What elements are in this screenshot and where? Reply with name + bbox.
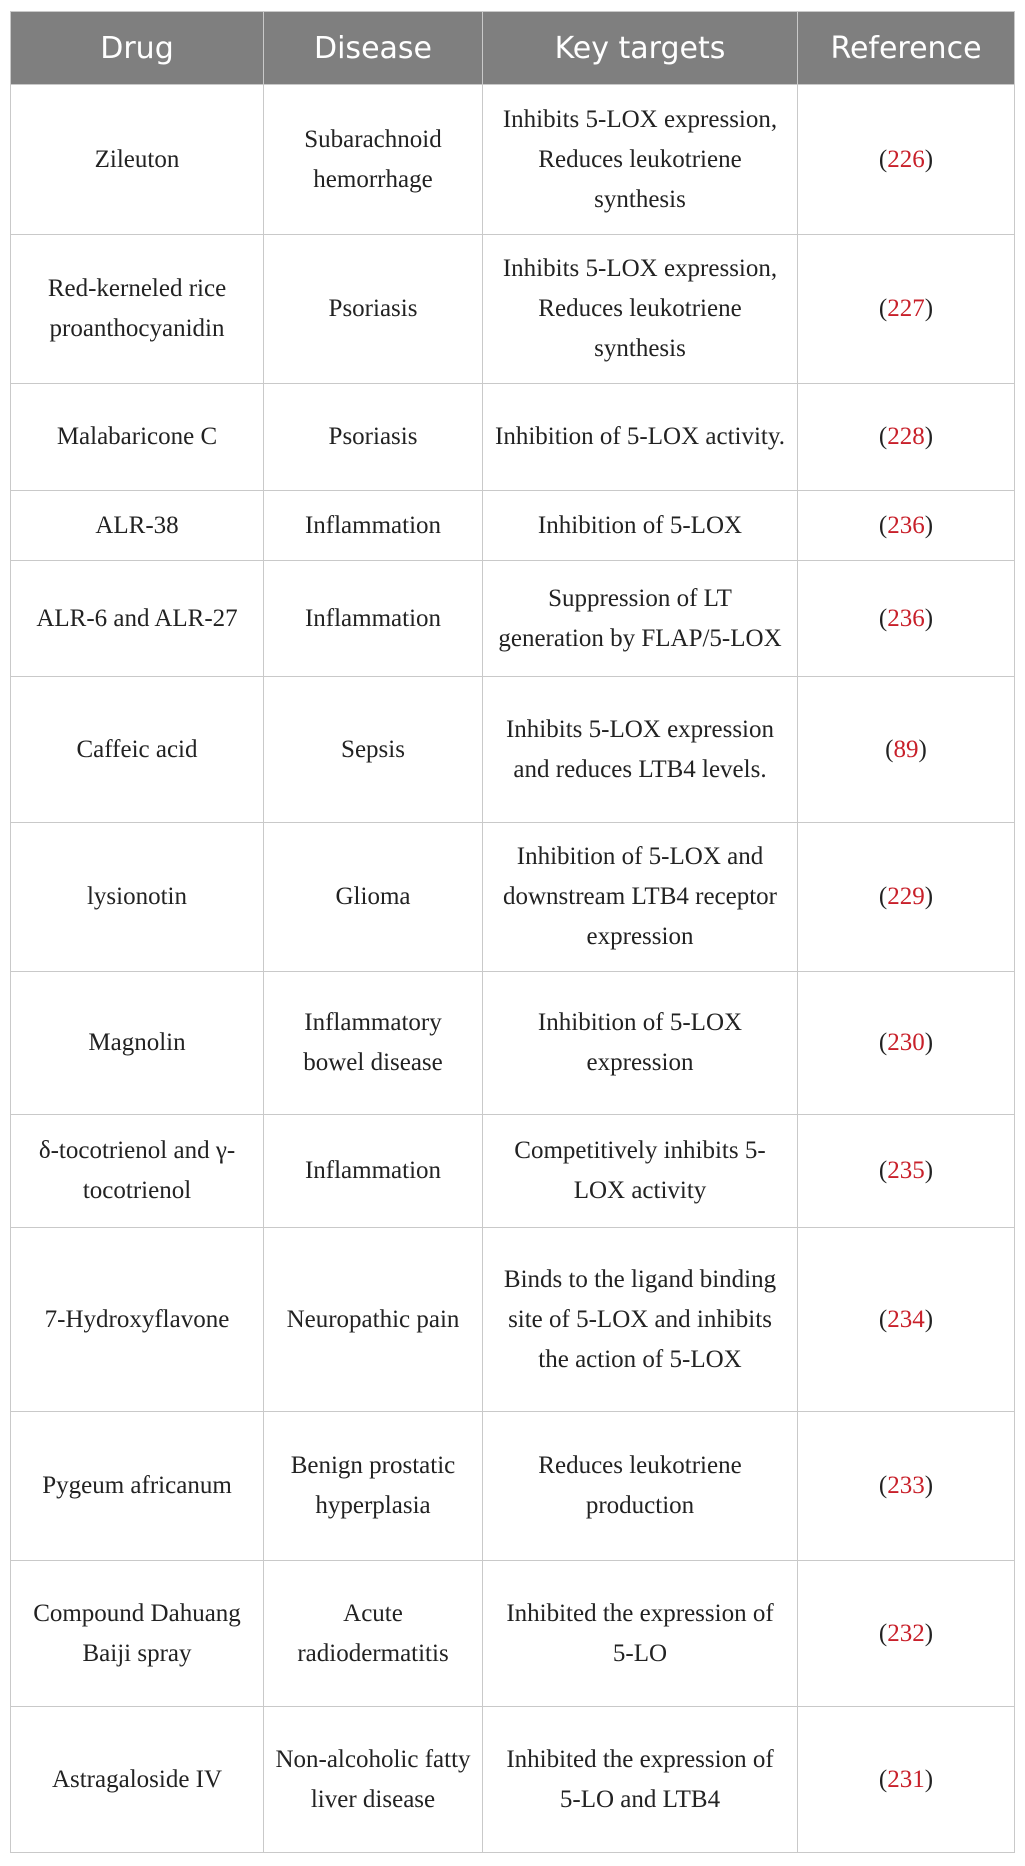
disease-cell: Inflammation bbox=[264, 561, 483, 677]
disease-cell: Inflammation bbox=[264, 491, 483, 561]
reference-link[interactable]: 236 bbox=[887, 604, 925, 632]
reference-link[interactable]: 231 bbox=[887, 1765, 925, 1793]
table-row bbox=[11, 1115, 1015, 1228]
key-targets-cell: Binds to the ligand binding site of 5-LOX and inhibits the action of 5-LOX bbox=[483, 1228, 798, 1412]
reference-cell: (236) bbox=[798, 561, 1015, 677]
key-targets-cell: Inhibited the expression of 5-LO and LTB4 bbox=[483, 1707, 798, 1853]
header-drug: Drug bbox=[11, 12, 264, 85]
table-row bbox=[11, 1412, 1015, 1561]
reference-cell: (229) bbox=[798, 823, 1015, 972]
reference-link[interactable]: 235 bbox=[887, 1157, 925, 1184]
drug-cell: Compound Dahuang Baiji spray bbox=[11, 1561, 264, 1707]
drug-cell: Malabaricone C bbox=[11, 384, 264, 491]
disease-cell: Subarachnoid hemorrhage bbox=[264, 85, 483, 235]
table-row bbox=[11, 972, 1015, 1115]
drug-cell: Red-kerneled rice proanthocyanidin bbox=[11, 235, 264, 384]
reference-link[interactable]: 229 bbox=[887, 883, 925, 910]
table-row bbox=[11, 235, 1015, 384]
table-row bbox=[11, 491, 1015, 561]
reference-link[interactable]: 228 bbox=[887, 423, 925, 450]
reference-cell: (228) bbox=[798, 384, 1015, 491]
drug-cell: 7-Hydroxyflavone bbox=[11, 1228, 264, 1412]
disease-cell: Inflammatory bowel disease bbox=[264, 972, 483, 1115]
table-row bbox=[11, 823, 1015, 972]
table-row bbox=[11, 384, 1015, 491]
reference-cell: (231) bbox=[798, 1707, 1015, 1853]
disease-cell: Benign prostatic hyperplasia bbox=[264, 1412, 483, 1561]
drug-cell: Caffeic acid bbox=[11, 677, 264, 823]
disease-cell: Glioma bbox=[264, 823, 483, 972]
key-targets-cell: Inhibited the expression of 5-LO bbox=[483, 1561, 798, 1707]
table-row bbox=[11, 1228, 1015, 1412]
drug-cell: δ-tocotrienol and γ-tocotrienol bbox=[11, 1115, 264, 1228]
disease-cell: Psoriasis bbox=[264, 384, 483, 491]
reference-link[interactable]: 89 bbox=[893, 735, 919, 763]
table-row bbox=[11, 85, 1015, 235]
reference-cell: (230) bbox=[798, 972, 1015, 1115]
reference-cell: (235) bbox=[798, 1115, 1015, 1228]
key-targets-cell: Inhibits 5-LOX expression, Reduces leukotriene synthesis bbox=[483, 235, 798, 384]
header-disease: Disease bbox=[264, 12, 483, 85]
table-row bbox=[11, 561, 1015, 677]
reference-cell: (233) bbox=[798, 1412, 1015, 1561]
drug-cell: Pygeum africanum bbox=[11, 1412, 264, 1561]
disease-cell: Neuropathic pain bbox=[264, 1228, 483, 1412]
reference-cell: (236) bbox=[798, 491, 1015, 561]
drug-cell: Zileuton bbox=[11, 85, 264, 235]
disease-cell: Acute radiodermatitis bbox=[264, 1561, 483, 1707]
disease-cell: Non-alcoholic fatty liver disease bbox=[264, 1707, 483, 1853]
drug-cell: lysionotin bbox=[11, 823, 264, 972]
reference-link[interactable]: 227 bbox=[887, 295, 925, 322]
reference-cell: (226) bbox=[798, 85, 1015, 235]
drug-table bbox=[10, 11, 1015, 1853]
table-row bbox=[11, 1561, 1015, 1707]
reference-link[interactable]: 234 bbox=[887, 1305, 925, 1333]
drug-cell: Magnolin bbox=[11, 972, 264, 1115]
key-targets-cell: Competitively inhibits 5-LOX activity bbox=[483, 1115, 798, 1228]
header-key-targets: Key targets bbox=[483, 12, 798, 85]
drug-cell: Astragaloside IV bbox=[11, 1707, 264, 1853]
disease-cell: Sepsis bbox=[264, 677, 483, 823]
key-targets-cell: Inhibition of 5-LOX activity. bbox=[483, 384, 798, 491]
key-targets-cell: Inhibition of 5-LOX bbox=[483, 491, 798, 561]
reference-link[interactable]: 230 bbox=[887, 1029, 925, 1056]
reference-cell: (227) bbox=[798, 235, 1015, 384]
reference-cell: (89) bbox=[798, 677, 1015, 823]
reference-link[interactable]: 236 bbox=[887, 511, 925, 539]
key-targets-cell: Inhibition of 5-LOX expression bbox=[483, 972, 798, 1115]
reference-link[interactable]: 232 bbox=[887, 1619, 925, 1647]
table-row bbox=[11, 1707, 1015, 1853]
reference-cell: (234) bbox=[798, 1228, 1015, 1412]
key-targets-cell: Inhibits 5-LOX expression and reduces LTB4 levels. bbox=[483, 677, 798, 823]
header-reference: Reference bbox=[798, 12, 1015, 85]
drug-cell: ALR-38 bbox=[11, 491, 264, 561]
drug-cell: ALR-6 and ALR-27 bbox=[11, 561, 264, 677]
key-targets-cell: Inhibition of 5-LOX and downstream LTB4 receptor expression bbox=[483, 823, 798, 972]
reference-link[interactable]: 233 bbox=[887, 1472, 925, 1499]
key-targets-cell: Reduces leukotriene production bbox=[483, 1412, 798, 1561]
key-targets-cell: Inhibits 5-LOX expression, Reduces leukotriene synthesis bbox=[483, 85, 798, 235]
header-row bbox=[11, 12, 1015, 85]
table-row bbox=[11, 677, 1015, 823]
reference-link[interactable]: 226 bbox=[887, 145, 925, 173]
key-targets-cell: Suppression of LT generation by FLAP/5-LOX bbox=[483, 561, 798, 677]
disease-cell: Psoriasis bbox=[264, 235, 483, 384]
reference-cell: (232) bbox=[798, 1561, 1015, 1707]
disease-cell: Inflammation bbox=[264, 1115, 483, 1228]
